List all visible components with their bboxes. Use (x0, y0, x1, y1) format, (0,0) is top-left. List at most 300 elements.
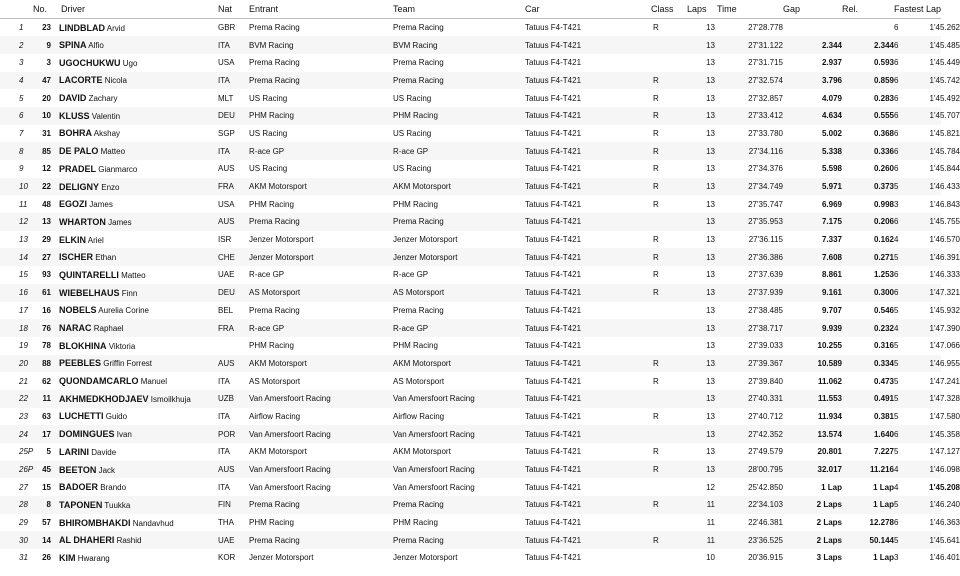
position-cell: 4 (0, 72, 33, 90)
position-cell: 19 (19, 341, 28, 351)
gap-cell: 11.553 (783, 390, 842, 408)
laps-cell: 13 (706, 58, 715, 68)
car-number-cell: 62 (42, 376, 51, 386)
car-number-cell: 57 (42, 518, 51, 528)
fastest-lap-number: 3 (894, 199, 899, 209)
result-row[interactable] (0, 195, 941, 213)
relative-gap-cell: 1 Lap (873, 482, 894, 492)
fastest-lap-number: 6 (894, 93, 899, 103)
relative-gap-cell: 0.373 (842, 178, 894, 196)
class-cell (651, 549, 687, 567)
gap-cell: 2.344 (783, 36, 842, 54)
driver-first-name: Manuel (140, 377, 167, 387)
fastest-lap-time: 1'47.390 (929, 323, 960, 333)
nationality-cell: ITA (218, 36, 249, 54)
header-nat: Nat (218, 0, 249, 19)
position-cell: 9 (19, 164, 24, 174)
result-row[interactable] (0, 478, 941, 496)
driver-first-name: Valentin (91, 111, 121, 121)
class-cell: R (651, 461, 687, 479)
gap-cell: 1 Lap (821, 482, 842, 492)
result-row[interactable] (0, 36, 941, 54)
car-cell: Tatuus F4-T421 (525, 23, 582, 33)
gap-cell: 5.971 (783, 178, 842, 196)
team-cell: PHM Racing (393, 518, 438, 528)
driver-surname: DAVID (59, 93, 87, 104)
driver-cell (57, 302, 218, 320)
driver-cell (57, 549, 218, 567)
driver-cell (57, 514, 218, 532)
entrant-cell: Van Amersfoort Racing (249, 425, 393, 443)
gap-cell: 2 Laps (816, 518, 842, 528)
position-cell: 7 (19, 128, 24, 138)
driver-cell (57, 248, 218, 266)
car-cell: Tatuus F4-T421 (525, 518, 582, 528)
car-number-cell: 8 (33, 496, 57, 514)
position-cell: 13 (19, 235, 28, 245)
position-cell: 15 (19, 270, 28, 280)
driver-cell (57, 54, 218, 72)
entrant-cell: Prema Racing (249, 23, 300, 33)
driver-surname: LINDBLAD (59, 22, 105, 33)
fastest-lap-time: 1'46.391 (929, 252, 960, 262)
fastest-lap-cell (894, 36, 960, 54)
driver-cell (57, 72, 218, 90)
class-cell (651, 213, 687, 231)
driver-first-name: Davide (91, 447, 117, 457)
relative-gap-cell: 0.368 (873, 128, 894, 138)
laps-cell: 13 (706, 93, 715, 103)
car-number-cell: 5 (46, 447, 51, 457)
team-cell: US Racing (393, 128, 432, 138)
driver-cell (57, 178, 218, 196)
result-row[interactable] (0, 284, 941, 302)
driver-cell (57, 390, 218, 408)
fastest-lap-time: 1'45.755 (929, 217, 960, 227)
header-time: Time (717, 0, 783, 19)
relative-gap-cell (842, 19, 894, 37)
car-number-cell: 78 (42, 341, 51, 351)
team-cell: Prema Racing (393, 213, 525, 231)
driver-surname: NOBELS (59, 305, 97, 316)
relative-gap-cell: 0.546 (873, 305, 894, 315)
time-cell: 27'34.376 (748, 164, 783, 174)
fastest-lap-number: 6 (894, 146, 899, 156)
result-row[interactable] (0, 213, 941, 231)
time-cell: 27'28.778 (748, 23, 783, 33)
time-cell: 27'36.115 (748, 235, 783, 245)
result-row[interactable] (0, 231, 941, 249)
fastest-lap-number: 5 (894, 500, 899, 510)
nationality-cell: ITA (218, 376, 230, 386)
fastest-lap-number: 4 (894, 482, 899, 492)
team-cell: Jenzer Motorsport (393, 553, 458, 563)
laps-cell: 11 (687, 496, 717, 514)
result-row[interactable] (0, 355, 941, 373)
gap-cell: 5.002 (821, 128, 842, 138)
entrant-cell: PHM Racing (249, 107, 393, 125)
gap-cell: 20.801 (817, 447, 842, 457)
driver-surname: WHARTON (59, 216, 106, 227)
result-row[interactable] (0, 390, 941, 408)
laps-cell: 13 (706, 447, 715, 457)
fastest-lap-cell (894, 390, 960, 408)
nationality-cell: ISR (218, 235, 232, 245)
car-number-cell: 12 (42, 164, 51, 174)
fastest-lap-time: 1'45.492 (929, 93, 960, 103)
team-cell: Jenzer Motorsport (393, 248, 525, 266)
position-cell: 3 (19, 58, 24, 68)
fastest-lap-number: 4 (894, 235, 899, 245)
header-gap: Gap (783, 0, 842, 19)
team-cell: R-ace GP (393, 142, 525, 160)
fastest-lap-number: 6 (894, 429, 899, 439)
laps-cell: 13 (687, 461, 717, 479)
fastest-lap-number: 6 (894, 217, 899, 227)
fastest-lap-cell (894, 54, 960, 72)
header-car: Car (525, 0, 651, 19)
laps-cell: 13 (706, 128, 715, 138)
result-row[interactable] (0, 72, 941, 90)
class-cell (651, 319, 687, 337)
driver-cell (57, 496, 218, 514)
time-cell: 27'38.485 (748, 305, 783, 315)
relative-gap-cell: 0.491 (842, 390, 894, 408)
fastest-lap-time: 1'47.066 (929, 341, 960, 351)
time-cell: 27'42.352 (717, 425, 783, 443)
driver-surname: QUONDAMCARLO (59, 376, 139, 387)
laps-cell: 12 (706, 482, 715, 492)
gap-cell: 10.255 (817, 341, 842, 351)
car-number-cell: 31 (42, 128, 51, 138)
fastest-lap-cell (894, 248, 960, 266)
entrant-cell: Prema Racing (249, 213, 393, 231)
result-row[interactable] (0, 248, 941, 266)
fastest-lap-number: 6 (894, 23, 899, 33)
team-cell: Jenzer Motorsport (393, 235, 458, 245)
time-cell: 22'46.381 (748, 518, 783, 528)
team-cell: AKM Motorsport (393, 447, 451, 457)
time-cell: 27'33.412 (717, 107, 783, 125)
fastest-lap-time: 1'47.580 (929, 411, 960, 421)
entrant-cell: Jenzer Motorsport (249, 235, 314, 245)
driver-cell (57, 266, 218, 284)
entrant-cell: US Racing (249, 93, 288, 103)
driver-first-name: Ethan (95, 253, 117, 263)
driver-surname: BLOKHINA (59, 340, 107, 351)
position-cell: 20 (0, 355, 33, 373)
relative-gap-cell: 0.271 (842, 248, 894, 266)
laps-cell: 11 (687, 531, 717, 549)
car-cell: Tatuus F4-T421 (525, 319, 651, 337)
result-row[interactable] (0, 125, 941, 143)
entrant-cell: PHM Racing (249, 199, 294, 209)
fastest-lap-time: 1'45.932 (929, 305, 960, 315)
fastest-lap-number: 6 (894, 111, 899, 121)
fastest-lap-cell (894, 443, 960, 461)
gap-cell: 5.598 (821, 164, 842, 174)
fastest-lap-time: 1'45.742 (929, 75, 960, 85)
driver-cell (57, 425, 218, 443)
fastest-lap-cell (894, 284, 960, 302)
result-row[interactable] (0, 531, 941, 549)
class-cell (651, 478, 687, 496)
nationality-cell: USA (218, 199, 235, 209)
relative-gap-cell: 0.381 (873, 411, 894, 421)
time-cell: 27'40.331 (717, 390, 783, 408)
entrant-cell: Van Amersfoort Racing (249, 390, 393, 408)
driver-surname: KLUSS (59, 110, 90, 121)
car-cell: Tatuus F4-T421 (525, 390, 651, 408)
car-number-cell: 45 (33, 461, 57, 479)
driver-first-name: James (108, 217, 132, 227)
fastest-lap-cell (894, 372, 960, 390)
result-row[interactable] (0, 337, 941, 355)
nationality-cell: UAE (218, 531, 249, 549)
driver-cell (57, 89, 218, 107)
time-cell: 27'31.715 (748, 58, 783, 68)
fastest-lap-time: 1'46.433 (929, 182, 960, 192)
car-cell: Tatuus F4-T421 (525, 72, 651, 90)
team-cell: Prema Racing (393, 305, 444, 315)
fastest-lap-cell (894, 319, 960, 337)
car-number-cell: 88 (33, 355, 57, 373)
team-cell: Prema Racing (393, 23, 444, 33)
result-row[interactable] (0, 408, 941, 426)
gap-cell: 11.062 (817, 376, 842, 386)
fastest-lap-number: 5 (894, 411, 899, 421)
header-fastest-lap: Fastest Lap (894, 0, 941, 19)
fastest-lap-time: 1'46.363 (929, 518, 960, 528)
gap-cell: 4.634 (783, 107, 842, 125)
gap-cell: 9.939 (783, 319, 842, 337)
nationality-cell: AUS (218, 213, 249, 231)
driver-first-name: Jack (98, 465, 116, 475)
fastest-lap-number: 5 (894, 341, 899, 351)
car-cell: Tatuus F4-T421 (525, 36, 651, 54)
time-cell: 27'37.939 (717, 284, 783, 302)
fastest-lap-time: 1'46.240 (929, 500, 960, 510)
team-cell: AKM Motorsport (393, 178, 525, 196)
driver-surname: KIM (59, 552, 76, 563)
fastest-lap-cell (894, 213, 960, 231)
car-cell: Tatuus F4-T421 (525, 376, 582, 386)
fastest-lap-time: 1'46.955 (929, 358, 960, 368)
entrant-cell: AS Motorsport (249, 376, 301, 386)
result-row[interactable] (0, 160, 941, 178)
fastest-lap-cell (894, 89, 960, 107)
driver-surname: LUCHETTI (59, 411, 104, 422)
relative-gap-cell: 0.283 (873, 93, 894, 103)
relative-gap-cell: 0.473 (873, 376, 894, 386)
time-cell: 27'35.747 (748, 199, 783, 209)
car-cell: Tatuus F4-T421 (525, 284, 651, 302)
class-cell (651, 514, 687, 532)
driver-first-name: James (89, 200, 113, 210)
result-row[interactable] (0, 372, 941, 390)
team-cell: PHM Racing (393, 199, 438, 209)
laps-cell: 13 (706, 164, 715, 174)
fastest-lap-cell (894, 425, 960, 443)
laps-cell: 13 (706, 341, 715, 351)
result-row[interactable] (0, 496, 941, 514)
result-row[interactable] (0, 266, 941, 284)
relative-gap-cell: 0.316 (873, 341, 894, 351)
entrant-cell: R-ace GP (249, 319, 393, 337)
driver-first-name: Ivan (116, 430, 132, 440)
fastest-lap-cell (894, 302, 960, 320)
nationality-cell: DEU (218, 284, 249, 302)
result-row[interactable] (0, 425, 941, 443)
driver-first-name: Arvid (106, 23, 126, 33)
nationality-cell: CHE (218, 248, 249, 266)
gap-cell: 6.969 (821, 199, 842, 209)
gap-cell: 7.175 (783, 213, 842, 231)
fastest-lap-number: 5 (894, 535, 899, 545)
team-cell: BVM Racing (393, 36, 525, 54)
result-row[interactable] (0, 461, 941, 479)
position-cell: 29 (19, 518, 28, 528)
laps-cell: 13 (687, 248, 717, 266)
fastest-lap-time: 1'47.328 (929, 394, 960, 404)
relative-gap-cell: 1 Lap (873, 553, 894, 563)
fastest-lap-time: 1'46.098 (929, 465, 960, 475)
result-row[interactable] (0, 107, 941, 125)
relative-gap-cell: 0.555 (842, 107, 894, 125)
driver-surname: TAPONEN (59, 499, 103, 510)
relative-gap-cell: 12.278 (869, 518, 894, 528)
results-header (0, 0, 941, 19)
result-row[interactable] (0, 178, 941, 196)
laps-cell: 10 (706, 553, 715, 563)
driver-first-name: Aurelia Corine (98, 306, 149, 316)
time-cell: 27'34.116 (717, 142, 783, 160)
laps-cell: 13 (687, 319, 717, 337)
time-cell: 27'39.033 (748, 341, 783, 351)
result-row[interactable] (0, 319, 941, 337)
laps-cell: 13 (687, 142, 717, 160)
class-cell (651, 54, 687, 72)
car-number-cell: 13 (33, 213, 57, 231)
driver-surname: LARINI (59, 446, 89, 457)
header-class: Class (651, 0, 687, 19)
gap-cell: 9.161 (783, 284, 842, 302)
fastest-lap-cell (894, 514, 960, 532)
header-team: Team (393, 0, 525, 19)
fastest-lap-time: 1'47.127 (929, 447, 960, 457)
nationality-cell: USA (218, 58, 235, 68)
driver-cell (57, 319, 218, 337)
laps-cell: 13 (706, 376, 715, 386)
result-row[interactable] (0, 549, 941, 567)
car-number-cell: 47 (33, 72, 57, 90)
nationality-cell: UAE (218, 270, 235, 280)
driver-surname: LACORTE (59, 75, 103, 86)
car-number-cell: 85 (33, 142, 57, 160)
result-row[interactable] (0, 443, 941, 461)
team-cell: R-ace GP (393, 319, 525, 337)
fastest-lap-number: 6 (894, 518, 899, 528)
header-rel: Rel. (842, 0, 894, 19)
car-cell: Tatuus F4-T421 (525, 341, 582, 351)
time-cell: 27'36.386 (717, 248, 783, 266)
result-row[interactable] (0, 142, 941, 160)
class-cell: R (651, 531, 687, 549)
position-cell: 8 (0, 142, 33, 160)
driver-surname: ISCHER (59, 252, 94, 263)
fastest-lap-time: 1'45.485 (929, 40, 960, 50)
car-cell: Tatuus F4-T421 (525, 93, 582, 103)
nationality-cell: MLT (218, 93, 234, 103)
relative-gap-cell: 1.640 (842, 425, 894, 443)
relative-gap-cell: 7.227 (873, 447, 894, 457)
fastest-lap-cell (894, 531, 960, 549)
result-row[interactable] (0, 54, 941, 72)
entrant-cell: Prema Racing (249, 496, 393, 514)
class-cell: R (653, 199, 659, 209)
driver-surname: AKHMEDKHODJAEV (59, 393, 149, 404)
header-laps: Laps (687, 0, 717, 19)
time-cell: 27'37.639 (748, 270, 783, 280)
fastest-lap-time: 1'45.844 (929, 164, 960, 174)
car-cell: Tatuus F4-T421 (525, 553, 582, 563)
entrant-cell: AKM Motorsport (249, 447, 307, 457)
fastest-lap-time: 1'46.843 (929, 199, 960, 209)
fastest-lap-time: 1'45.262 (929, 23, 960, 33)
gap-cell: 2.937 (821, 58, 842, 68)
fastest-lap-cell (894, 549, 960, 567)
nationality-cell: POR (218, 425, 249, 443)
car-cell: Tatuus F4-T421 (525, 425, 651, 443)
nationality-cell: FRA (218, 319, 249, 337)
driver-first-name: Brando (100, 483, 127, 493)
class-cell: R (651, 355, 687, 373)
entrant-cell: BVM Racing (249, 36, 393, 54)
nationality-cell: THA (218, 518, 234, 528)
fastest-lap-cell (894, 461, 960, 479)
gap-cell: 3.796 (783, 72, 842, 90)
nationality-cell: UZB (218, 390, 249, 408)
gap-cell: 10.589 (783, 355, 842, 373)
nationality-cell: ITA (218, 72, 249, 90)
class-cell: R (651, 496, 687, 514)
result-row[interactable] (0, 302, 941, 320)
fastest-lap-cell (894, 478, 960, 496)
driver-surname: ELKIN (59, 234, 86, 245)
entrant-cell: R-ace GP (249, 142, 393, 160)
position-cell: 11 (19, 199, 28, 209)
car-cell: Tatuus F4-T421 (525, 305, 582, 315)
fastest-lap-time: 1'47.321 (929, 288, 960, 298)
class-cell: R (651, 284, 687, 302)
nationality-cell: FRA (218, 178, 249, 196)
laps-cell: 13 (687, 425, 717, 443)
fastest-lap-number: 5 (894, 394, 899, 404)
result-row[interactable] (0, 19, 941, 37)
driver-cell (57, 337, 218, 355)
position-cell: 25P (19, 447, 34, 457)
driver-first-name: Finn (121, 288, 138, 298)
laps-cell: 13 (706, 23, 715, 33)
class-cell: R (653, 411, 659, 421)
fastest-lap-cell (894, 160, 960, 178)
driver-first-name: Matteo (100, 147, 126, 157)
result-row[interactable] (0, 514, 941, 532)
position-cell: 24 (0, 425, 33, 443)
driver-cell (57, 461, 218, 479)
result-row[interactable] (0, 89, 941, 107)
driver-cell (57, 355, 218, 373)
